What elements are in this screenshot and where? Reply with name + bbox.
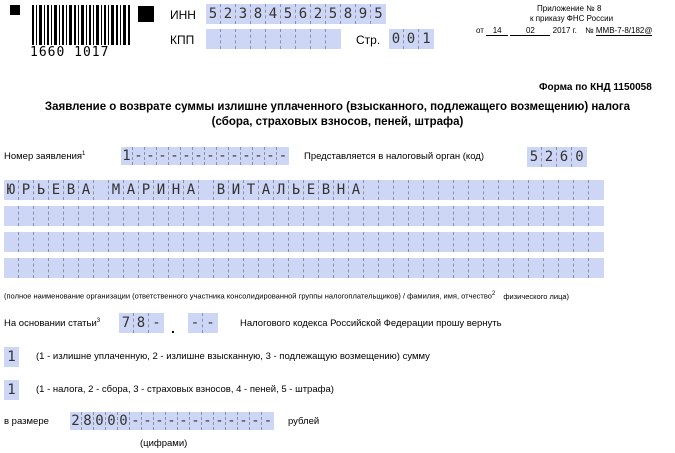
char-cell: 0 (106, 412, 118, 430)
char-cell (4, 258, 19, 278)
char-cell (364, 258, 379, 278)
application-number-label (4, 151, 85, 162)
char-cell: - (214, 412, 226, 430)
char-cell: - (253, 147, 265, 165)
char-cell (349, 258, 364, 278)
char-cell: - (241, 147, 253, 165)
char-cell (259, 206, 274, 226)
char-cell (499, 206, 514, 226)
char-cell (94, 232, 109, 252)
char-cell: Е (304, 180, 319, 200)
char-cell (64, 232, 79, 252)
char-cell (439, 206, 454, 226)
char-cell: - (178, 412, 190, 430)
char-cell: - (181, 147, 193, 165)
char-cell: А (79, 180, 94, 200)
char-cell: - (145, 147, 157, 165)
kpp-label: КПП (170, 33, 195, 47)
char-cell (184, 258, 199, 278)
char-cell: В (64, 180, 79, 200)
char-cell (154, 206, 169, 226)
appendix-line2: к приказу ФНС России (530, 14, 614, 23)
char-cell (439, 258, 454, 278)
char-cell (94, 258, 109, 278)
name-row (4, 206, 604, 226)
char-cell (296, 29, 311, 49)
char-cell (49, 258, 64, 278)
char-cell (109, 258, 124, 278)
char-cell (251, 29, 266, 49)
application-number-field[interactable] (121, 147, 289, 165)
char-cell: А (124, 180, 139, 200)
char-cell (214, 206, 229, 226)
char-cell: И (154, 180, 169, 200)
article-point-field[interactable] (188, 313, 218, 333)
char-cell: 7 (119, 313, 134, 333)
char-cell (409, 180, 424, 200)
form-code: Форма по КНД 1150058 (539, 82, 652, 93)
char-cell: - (202, 412, 214, 430)
char-cell (544, 258, 559, 278)
char-cell: - (149, 313, 164, 333)
page-label: Стр. (356, 33, 381, 47)
char-cell: А (184, 180, 199, 200)
char-cell (34, 206, 49, 226)
char-cell (379, 180, 394, 200)
char-cell (379, 232, 394, 252)
article-field[interactable] (119, 313, 164, 333)
char-cell (311, 29, 326, 49)
char-cell: - (142, 412, 154, 430)
char-cell: 8 (341, 4, 356, 24)
char-cell (334, 258, 349, 278)
char-cell (409, 258, 424, 278)
char-cell (281, 29, 296, 49)
char-cell (409, 232, 424, 252)
refund-type-field[interactable] (4, 347, 19, 367)
char-cell: 4 (266, 4, 281, 24)
char-cell (289, 258, 304, 278)
corner-marker-square (138, 6, 154, 22)
char-cell: 1 (4, 380, 19, 400)
char-cell: Ь (34, 180, 49, 200)
char-cell (589, 258, 604, 278)
char-cell (214, 232, 229, 252)
char-cell (304, 206, 319, 226)
char-cell (199, 232, 214, 252)
char-cell (529, 206, 544, 226)
char-cell (34, 232, 49, 252)
char-cell (454, 258, 469, 278)
char-cell (206, 29, 221, 49)
char-cell: - (265, 147, 277, 165)
char-cell (349, 232, 364, 252)
char-cell (484, 206, 499, 226)
char-cell (109, 232, 124, 252)
name-row (4, 232, 604, 252)
char-cell (394, 180, 409, 200)
title-line2: (сбора, страховых взносов, пеней, штрафа) (211, 116, 464, 128)
char-cell (499, 232, 514, 252)
char-cell (529, 258, 544, 278)
order-no-prefix: № (585, 26, 594, 35)
order-prefix: от (476, 26, 484, 35)
char-cell (34, 258, 49, 278)
order-year: 2017 г. (552, 26, 577, 35)
taxpayer-name-caption (4, 291, 569, 301)
char-cell: М (109, 180, 124, 200)
payment-type-text: (1 - налога, 2 - сбора, 3 - страховых взносов, 4 - пеней, 5 - штрафа) (36, 384, 334, 395)
char-cell (199, 206, 214, 226)
char-cell (64, 206, 79, 226)
char-cell (169, 206, 184, 226)
char-cell: - (278, 148, 288, 164)
char-cell (266, 29, 281, 49)
name-row (4, 258, 604, 278)
char-cell (4, 232, 19, 252)
char-cell (304, 258, 319, 278)
char-cell: 1 (419, 29, 434, 49)
char-cell (574, 232, 589, 252)
char-cell: - (263, 413, 273, 429)
char-cell: 5 (326, 4, 341, 24)
char-cell (349, 206, 364, 226)
char-cell: 5 (371, 4, 386, 24)
char-cell (394, 258, 409, 278)
char-cell (244, 206, 259, 226)
char-cell (424, 258, 439, 278)
inn-label: ИНН (170, 8, 196, 22)
char-cell: - (217, 147, 229, 165)
tax-office-label: Представляется в налоговый орган (код) (304, 151, 484, 162)
char-cell (514, 258, 529, 278)
char-cell: Ю (4, 180, 19, 200)
char-cell (139, 232, 154, 252)
char-cell (304, 232, 319, 252)
char-cell (379, 258, 394, 278)
char-cell (559, 206, 574, 226)
char-cell (589, 232, 604, 252)
char-cell (229, 206, 244, 226)
char-cell (544, 180, 559, 200)
char-cell: - (203, 313, 218, 333)
char-cell (379, 206, 394, 226)
char-cell: Т (244, 180, 259, 200)
char-cell: 2 (221, 4, 236, 24)
char-cell (574, 206, 589, 226)
char-cell: И (229, 180, 244, 200)
char-cell (236, 29, 251, 49)
char-cell: 0 (572, 147, 587, 167)
char-cell (124, 206, 139, 226)
article-dot: . (171, 320, 175, 336)
char-cell (589, 206, 604, 226)
char-cell: Н (334, 180, 349, 200)
char-cell: А (259, 180, 274, 200)
amount-label: в размере (4, 416, 49, 427)
char-cell (364, 180, 379, 200)
char-cell (259, 232, 274, 252)
char-cell: 0 (118, 412, 130, 430)
char-cell (19, 232, 34, 252)
char-cell (439, 232, 454, 252)
char-cell: А (349, 180, 364, 200)
tax-office-field[interactable] (527, 147, 587, 167)
char-cell (334, 232, 349, 252)
amount-field[interactable] (70, 412, 274, 430)
char-cell: - (157, 147, 169, 165)
char-cell: 0 (404, 29, 419, 49)
char-cell (364, 206, 379, 226)
char-cell (559, 258, 574, 278)
order-day: 14 (486, 26, 508, 36)
char-cell: Р (19, 180, 34, 200)
kpp-field[interactable] (206, 29, 341, 49)
char-cell (184, 232, 199, 252)
barcode-number: 1660 1017 (30, 45, 110, 60)
amount-unit: рублей (288, 416, 320, 427)
char-cell: 8 (82, 412, 94, 430)
char-cell (274, 258, 289, 278)
name-row (4, 180, 604, 200)
char-cell: - (238, 412, 250, 430)
char-cell (214, 258, 229, 278)
char-cell (424, 180, 439, 200)
char-cell (574, 258, 589, 278)
char-cell (469, 180, 484, 200)
char-cell (469, 232, 484, 252)
char-cell: 9 (356, 4, 371, 24)
char-cell: 8 (251, 4, 266, 24)
char-cell: Л (274, 180, 289, 200)
char-cell: 0 (94, 412, 106, 430)
char-cell (49, 206, 64, 226)
footnote-1: 1 (82, 151, 86, 157)
char-cell: 3 (236, 4, 251, 24)
char-cell (154, 258, 169, 278)
refund-type-text: (1 - излишне уплаченную, 2 - излишне взысканную, 3 - подлежащую возмещению) сумму (36, 351, 430, 362)
char-cell (529, 180, 544, 200)
basis-tail: Налогового кодекса Российской Федерации прошу вернуть (240, 318, 502, 329)
char-cell: 0 (389, 29, 404, 49)
title-line1: Заявление о возврате суммы излишне уплаченного (взысканного, подлежащего возмещению) налога (44, 101, 631, 113)
char-cell (154, 232, 169, 252)
char-cell (169, 258, 184, 278)
char-cell (124, 232, 139, 252)
char-cell: Н (169, 180, 184, 200)
char-cell (484, 232, 499, 252)
char-cell (199, 258, 214, 278)
char-cell: - (188, 313, 203, 333)
char-cell (559, 232, 574, 252)
char-cell (319, 232, 334, 252)
char-cell: Ь (289, 180, 304, 200)
char-cell (19, 206, 34, 226)
footnote-2: 2 (491, 291, 496, 297)
char-cell (4, 206, 19, 226)
barcode (10, 5, 132, 63)
order-number: ММВ-7-8/182@ (595, 26, 653, 35)
char-cell: 5 (281, 4, 296, 24)
char-cell (484, 258, 499, 278)
char-cell (319, 258, 334, 278)
char-cell (514, 206, 529, 226)
application-number-text: Номер заявления (4, 151, 83, 163)
char-cell: 1 (121, 147, 133, 165)
payment-type-field[interactable] (4, 380, 19, 400)
char-cell (574, 180, 589, 200)
char-cell (49, 232, 64, 252)
char-cell (169, 232, 184, 252)
char-cell: В (214, 180, 229, 200)
char-cell (319, 206, 334, 226)
char-cell: - (133, 147, 145, 165)
char-cell: 2 (542, 147, 557, 167)
char-cell (19, 258, 34, 278)
char-cell (259, 258, 274, 278)
char-cell (229, 258, 244, 278)
char-cell (289, 206, 304, 226)
char-cell (326, 29, 341, 49)
char-cell: Е (49, 180, 64, 200)
char-cell (454, 232, 469, 252)
char-cell: 2 (311, 4, 326, 24)
char-cell: 8 (134, 313, 149, 333)
char-cell (139, 258, 154, 278)
char-cell (559, 180, 574, 200)
char-cell: 2 (70, 412, 82, 430)
char-cell (94, 180, 109, 200)
char-cell: - (205, 147, 217, 165)
char-cell: - (154, 412, 166, 430)
char-cell (529, 232, 544, 252)
char-cell: 6 (557, 147, 572, 167)
char-cell (544, 232, 559, 252)
char-cell (124, 258, 139, 278)
char-cell (94, 206, 109, 226)
char-cell (454, 180, 469, 200)
amount-caption: (цифрами) (140, 438, 188, 449)
char-cell (544, 206, 559, 226)
char-cell (409, 206, 424, 226)
char-cell (334, 206, 349, 226)
char-cell: - (190, 412, 202, 430)
basis-label (4, 318, 100, 329)
char-cell (229, 232, 244, 252)
char-cell (589, 180, 604, 200)
char-cell (499, 258, 514, 278)
char-cell (454, 206, 469, 226)
char-cell (244, 232, 259, 252)
char-cell (274, 232, 289, 252)
order-line (476, 26, 652, 36)
char-cell (424, 206, 439, 226)
name-caption-text: (полное наименование организации (ответственного участника консолидированной группы налогоплательщиков) / фамилия, имя, отчество (4, 291, 492, 301)
char-cell: В (319, 180, 334, 200)
char-cell (514, 232, 529, 252)
char-cell (469, 258, 484, 278)
char-cell (499, 180, 514, 200)
name-caption-tail: физического лица) (503, 291, 570, 301)
form-title (0, 100, 675, 130)
char-cell (109, 206, 124, 226)
char-cell (184, 206, 199, 226)
char-cell: - (226, 412, 238, 430)
char-cell (79, 232, 94, 252)
order-month: 02 (510, 26, 550, 36)
char-cell: - (130, 412, 142, 430)
char-cell (394, 206, 409, 226)
char-cell: - (166, 412, 178, 430)
char-cell (484, 180, 499, 200)
char-cell (244, 258, 259, 278)
char-cell: 1 (4, 347, 19, 367)
barcode-icon (10, 5, 132, 47)
char-cell (424, 232, 439, 252)
char-cell: - (169, 147, 181, 165)
inn-field[interactable] (206, 4, 386, 24)
char-cell: 5 (527, 147, 542, 167)
char-cell: - (193, 147, 205, 165)
char-cell (79, 206, 94, 226)
char-cell (274, 206, 289, 226)
char-cell (139, 206, 154, 226)
page-number-field[interactable] (389, 29, 434, 49)
footnote-3: 3 (96, 318, 101, 324)
char-cell: - (229, 147, 241, 165)
char-cell (469, 206, 484, 226)
char-cell: - (250, 412, 262, 430)
char-cell: 5 (206, 4, 221, 24)
char-cell (514, 180, 529, 200)
char-cell (364, 232, 379, 252)
char-cell (394, 232, 409, 252)
char-cell (199, 180, 214, 200)
char-cell: Р (139, 180, 154, 200)
char-cell: 6 (296, 4, 311, 24)
char-cell (64, 258, 79, 278)
appendix-line1: Приложение № 8 (537, 4, 602, 13)
char-cell (221, 29, 236, 49)
char-cell (289, 232, 304, 252)
char-cell (79, 258, 94, 278)
char-cell (439, 180, 454, 200)
basis-label-text: На основании статьи (4, 318, 97, 330)
